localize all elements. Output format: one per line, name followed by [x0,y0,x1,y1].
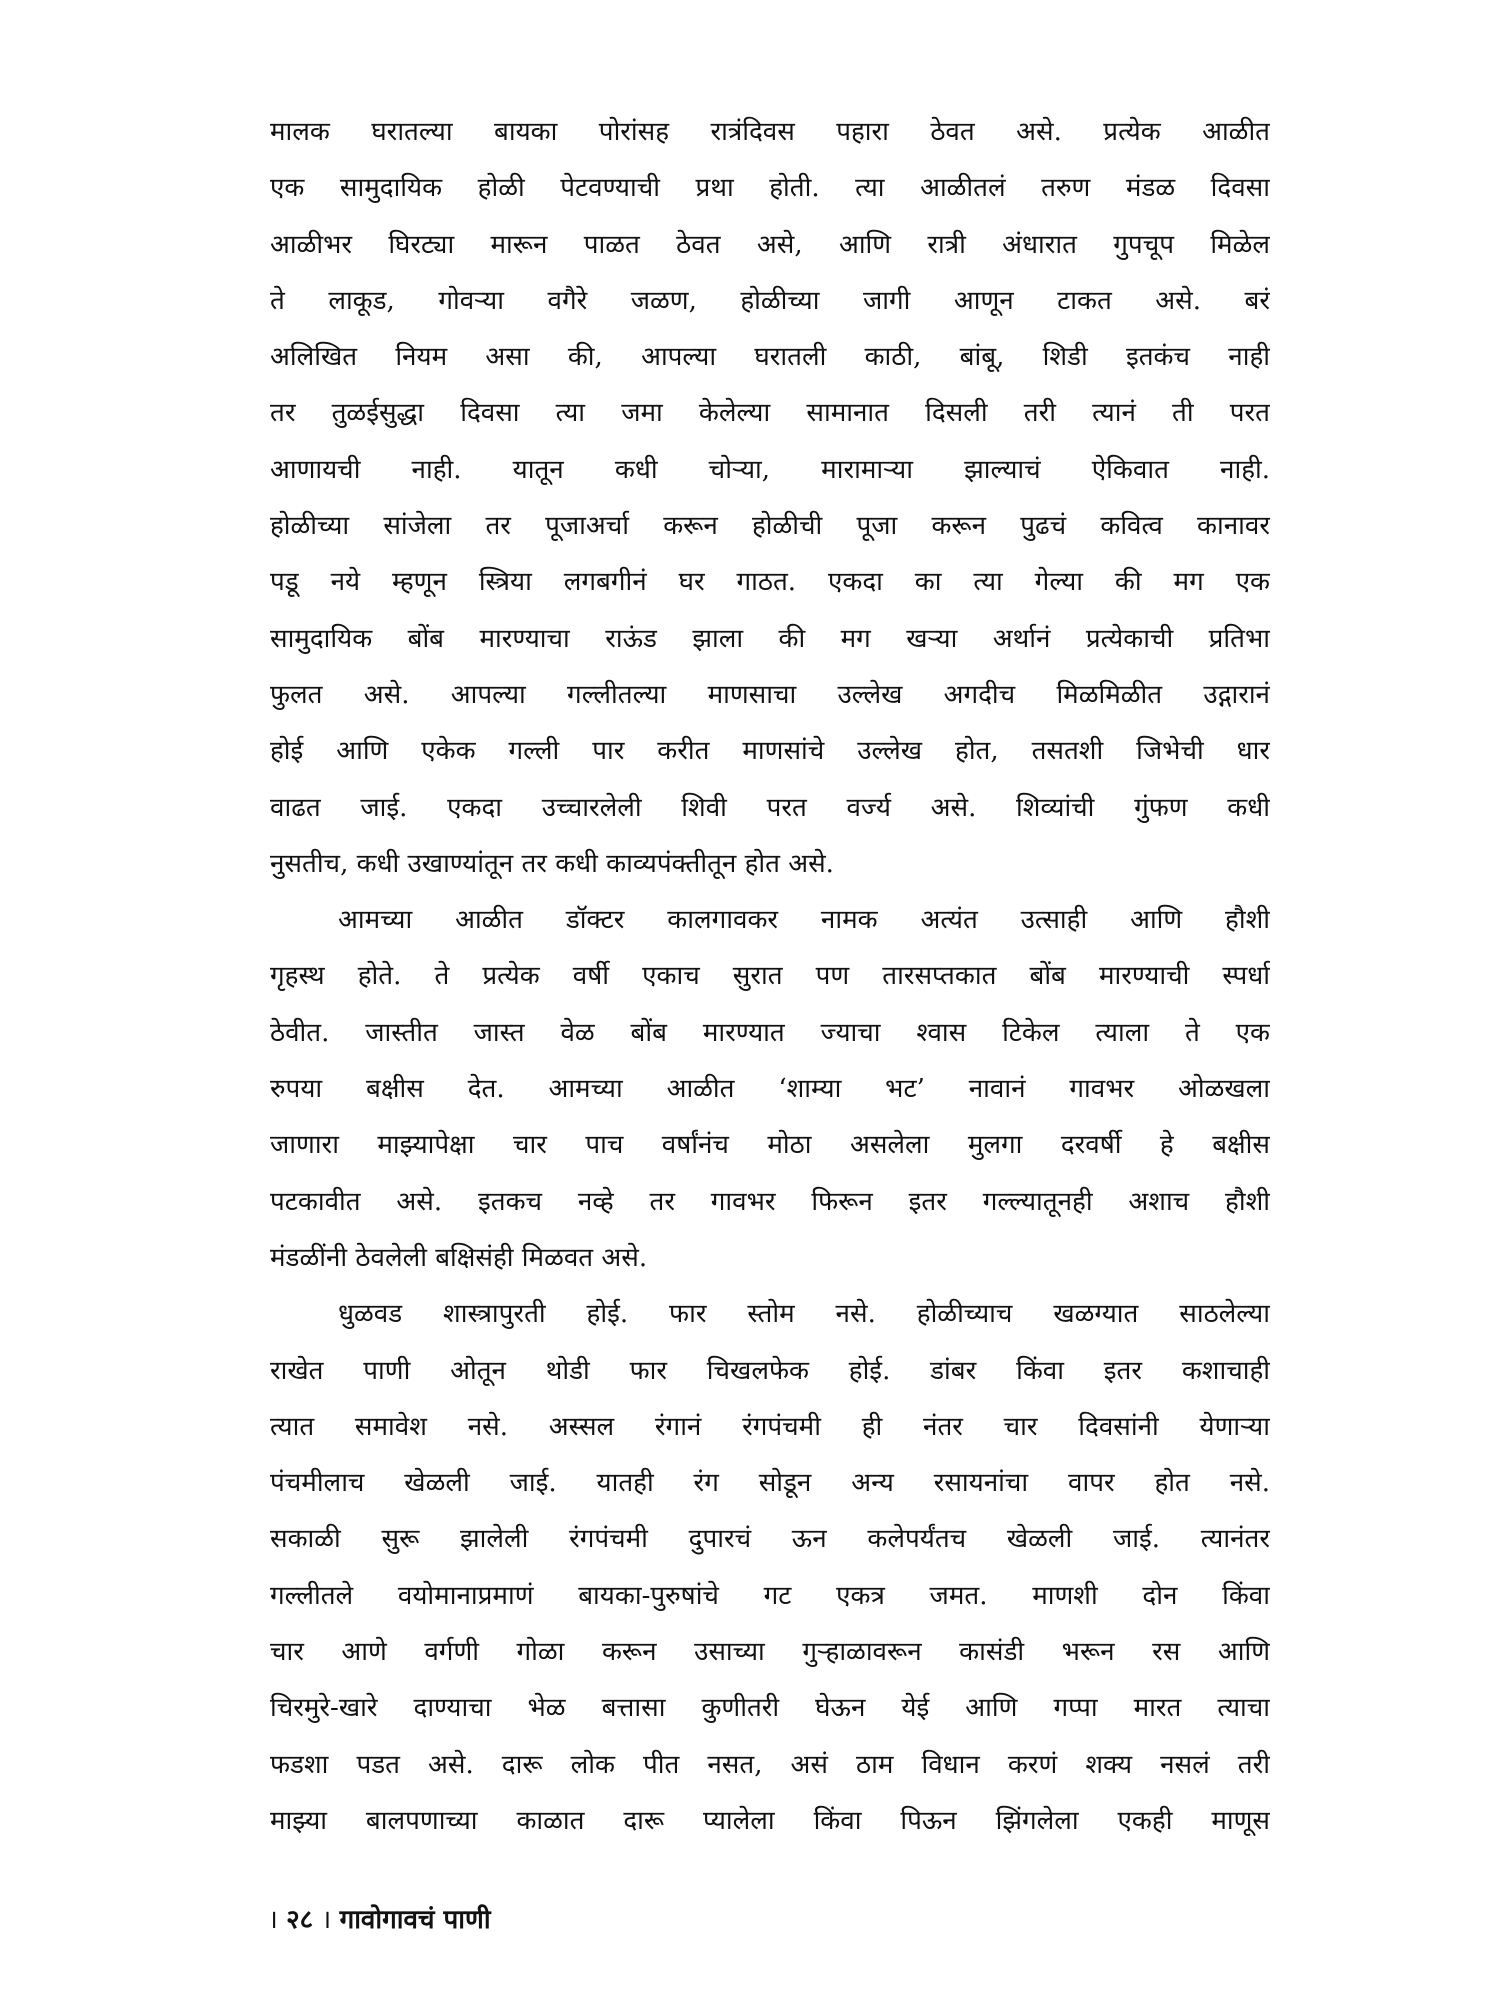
text-line: फुलत असे. आपल्या गल्लीतल्या माणसाचा उल्लेख अगदीच मिळमिळीत उद्गारानं [270,679,1270,710]
text-line: होळीच्या सांजेला तर पूजाअर्चा करून होळीची पूजा करून पुढचं कवित्व कानावर [270,511,1270,542]
text-line: नुसतीच, कधी उखाण्यांतून तर कधी काव्यपंक्तीतून होत असे. [270,848,834,879]
paragraph [270,892,1270,1286]
text-line: आळीभर घिरट्या मारून पाळत ठेवत असे, आणि रात्री अंधारात गुपचूप मिळेल [270,229,1270,260]
text-line: रुपया बक्षीस देत. आमच्या आळीत ‘शाम्या भट’ नावानं गावभर ओळखला [270,1074,1270,1105]
text-line: गल्लीतले वयोमानाप्रमाणं बायका-पुरुषांचे गट एकत्र जमत. माणशी दोन किंवा [270,1580,1270,1611]
paragraph [270,104,1270,892]
text-line: चिरमुरे-खारे दाण्याचा भेळ बत्तासा कुणीतरी घेऊन येई आणि गप्पा मारत त्याचा [270,1693,1270,1724]
footer-separator: । [268,1905,287,1935]
text-line: मंडळींनी ठेवलेली बक्षिसंही मिळवत असे. [270,1242,648,1273]
text-line: ठेवीत. जास्तीत जास्त वेळ बोंब मारण्यात ज्याचा श्वास टिकेल त्याला ते एक [270,1017,1270,1048]
text-line: फडशा पडत असे. दारू लोक पीत नसत, असं ठाम विधान करणं शक्य नसलं तरी [270,1749,1270,1780]
page-number: २८ [286,1905,314,1935]
text-line: पटकावीत असे. इतकच नव्हे तर गावभर फिरून इतर गल्ल्यातूनही अशाच हौशी [270,1186,1270,1217]
text-line: अलिखित नियम असा की, आपल्या घरातली काठी, बांबू, शिडी इतकंच नाही [270,342,1270,373]
text-line: त्यात समावेश नसे. अस्सल रंगानं रंगपंचमी ही नंतर चार दिवसांनी येणाऱ्या [270,1411,1270,1442]
text-line: एक सामुदायिक होळी पेटवण्याची प्रथा होती. त्या आळीतलं तरुण मंडळ दिवसा [270,173,1270,204]
text-line: गृहस्थ होते. ते प्रत्येक वर्षी एकाच सुरात पण तारसप्तकात बोंब मारण्याची स्पर्धा [270,961,1270,992]
text-line: माझ्या बालपणाच्या काळात दारू प्यालेला किंवा पिऊन झिंगलेला एकही माणूस [270,1805,1270,1836]
text-line: होई आणि एकेक गल्ली पार करीत माणसांचे उल्लेख होत, तसतशी जिभेची धार [270,736,1270,767]
text-line: चार आणे वर्गणी गोळा करून उसाच्या गुऱ्हाळावरून कासंडी भरून रस आणि [270,1637,1270,1668]
text-line: आमच्या आळीत डॉक्टर कालगावकर नामक अत्यंत उत्साही आणि हौशी [338,905,1270,936]
text-line: मालक घरातल्या बायका पोरांसह रात्रंदिवस पहारा ठेवत असे. प्रत्येक आळीत [270,117,1270,147]
text-line: ते लाकूड, गोवऱ्या वगैरे जळण, होळीच्या जागी आणून टाकत असे. बरं [270,285,1270,316]
text-line: राखेत पाणी ओतून थोडी फार चिखलफेक होई. डांबर किंवा इतर कशाचाही [270,1355,1270,1386]
book-title: गावोगावचं पाणी [339,1905,491,1935]
text-line: पंचमीलाच खेळली जाई. यातही रंग सोडून अन्य रसायनांचा वापर होत नसे. [270,1468,1270,1499]
text-line: सामुदायिक बोंब मारण्याचा राऊंड झाला की मग खऱ्या अर्थानं प्रत्येकाची प्रतिभा [270,623,1270,654]
text-line: धुळवड शास्त्रापुरती होई. फार स्तोम नसे. होळीच्याच खळग्यात साठलेल्या [338,1299,1270,1330]
page-footer [268,1900,491,1936]
body-text [270,104,1270,1849]
footer-separator: । [313,1905,340,1935]
text-line: जाणारा माझ्यापेक्षा चार पाच वर्षांनंच मोठा असलेला मुलगा दरवर्षी हे बक्षीस [270,1130,1270,1161]
text-line: आणायची नाही. यातून कधी चोऱ्या, मारामाऱ्या झाल्याचं ऐकिवात नाही. [270,454,1270,485]
text-line: वाढत जाई. एकदा उच्चारलेली शिवी परत वर्ज्य असे. शिव्यांची गुंफण कधी [270,792,1270,823]
text-line: तर तुळईसुद्धा दिवसा त्या जमा केलेल्या सामानात दिसली तरी त्यानं ती परत [270,398,1270,429]
text-line: पडू नये म्हणून स्त्रिया लगबगीनं घर गाठत. एकदा का त्या गेल्या की मग एक [270,567,1270,598]
text-line: सकाळी सुरू झालेली रंगपंचमी दुपारचं ऊन कलेपर्यंतच खेळली जाई. त्यानंतर [270,1524,1270,1555]
paragraph [270,1286,1270,1849]
